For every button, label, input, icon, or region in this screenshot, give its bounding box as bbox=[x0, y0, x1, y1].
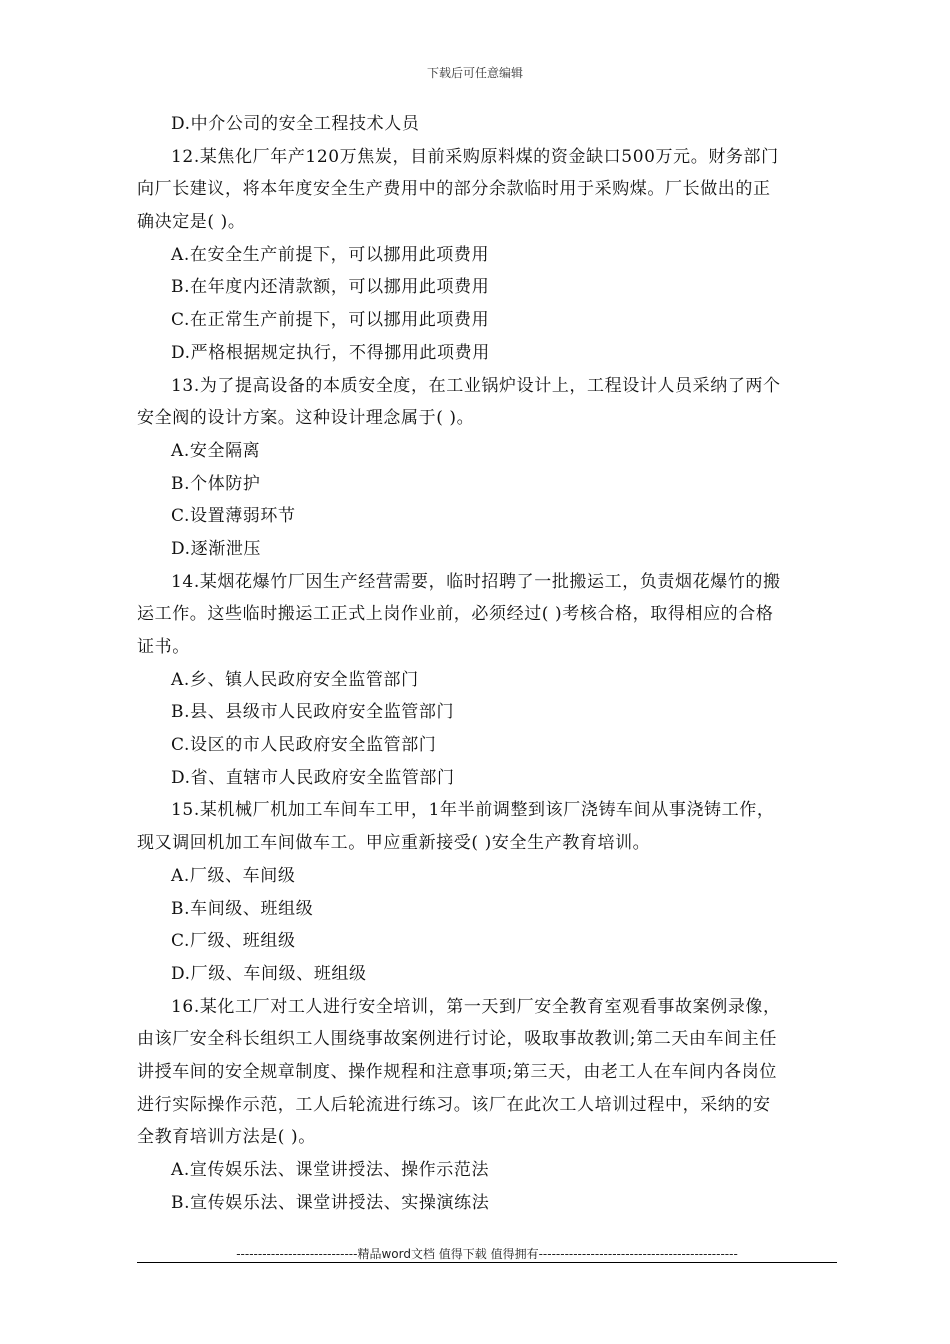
answer-option: D.厂级、车间级、班组级 bbox=[171, 963, 367, 984]
answer-option: B.宣传娱乐法、课堂讲授法、实操演练法 bbox=[171, 1192, 490, 1213]
footer-divider bbox=[137, 1262, 837, 1263]
answer-option: C.厂级、班组级 bbox=[171, 931, 296, 952]
question-text-continued: 确决定是( )。 bbox=[137, 212, 246, 233]
document-body bbox=[137, 108, 837, 1219]
answer-option: D.逐渐泄压 bbox=[171, 538, 262, 559]
answer-option: C.设区的市人民政府安全监管部门 bbox=[171, 735, 437, 756]
answer-option: B.县、县级市人民政府安全监管部门 bbox=[171, 702, 455, 723]
answer-option: A.安全隔离 bbox=[171, 440, 261, 461]
answer-option: C.在正常生产前提下，可以挪用此项费用 bbox=[171, 310, 490, 331]
question-text-continued: 现又调回机加工车间做车工。甲应重新接受( )安全生产教育培训。 bbox=[137, 833, 651, 854]
answer-option: D.中介公司的安全工程技术人员 bbox=[171, 114, 420, 134]
answer-option: A.乡、镇人民政府安全监管部门 bbox=[171, 669, 419, 690]
answer-option: D.严格根据规定执行，不得挪用此项费用 bbox=[171, 342, 490, 363]
answer-option: B.个体防护 bbox=[171, 473, 261, 494]
question-text: 16.某化工厂对工人进行安全培训，第一天到厂安全教育室观看事故案例录像， bbox=[171, 996, 781, 1017]
question-text-continued: 运工作。这些临时搬运工正式上岗作业前，必须经过( )考核合格，取得相应的合格 bbox=[137, 604, 774, 625]
answer-option: C.设置薄弱环节 bbox=[171, 506, 296, 527]
answer-option: D.省、直辖市人民政府安全监管部门 bbox=[171, 767, 455, 788]
question-text-continued: 安全阀的设计方案。这种设计理念属于( )。 bbox=[137, 408, 475, 429]
page-header: 下载后可任意编辑 bbox=[426, 66, 523, 80]
answer-option: B.在年度内还清款额，可以挪用此项费用 bbox=[171, 277, 490, 298]
question-text-continued: 由该厂安全科长组织工人围绕事故案例进行讨论，吸取事故教训;第二天由车间主任 bbox=[137, 1029, 777, 1050]
question-text-continued: 向厂长建议，将本年度安全生产费用中的部分余款临时用于采购煤。厂长做出的正 bbox=[137, 179, 771, 200]
question-text: 13.为了提高设备的本质安全度，在工业锅炉设计上，工程设计人员采纳了两个 bbox=[171, 375, 781, 396]
question-text: 15.某机械厂机加工车间车工甲，1年半前调整到该厂浇铸车间从事浇铸工作， bbox=[171, 800, 775, 821]
page-footer: ----------------------------精品word文档 值得下载 值得拥有---------------------------------------------- bbox=[236, 1247, 738, 1261]
answer-option: A.宣传娱乐法、课堂讲授法、操作示范法 bbox=[171, 1160, 490, 1180]
question-text-continued: 讲授车间的安全规章制度、操作规程和注意事项;第三天，由老工人在车间内各岗位 bbox=[137, 1061, 777, 1082]
question-text-continued: 证书。 bbox=[137, 637, 190, 657]
answer-option: A.厂级、车间级 bbox=[171, 865, 296, 886]
question-text: 14.某烟花爆竹厂因生产经营需要，临时招聘了一批搬运工，负责烟花爆竹的搬 bbox=[171, 571, 781, 592]
question-text-continued: 进行实际操作示范，工人后轮流进行练习。该厂在此次工人培训过程中，采纳的安 bbox=[137, 1094, 771, 1115]
question-text-continued: 全教育培训方法是( )。 bbox=[137, 1127, 316, 1148]
answer-option: A.在安全生产前提下，可以挪用此项费用 bbox=[171, 244, 490, 265]
question-text: 12.某焦化厂年产120万焦炭，目前采购原料煤的资金缺口500万元。财务部门 bbox=[171, 146, 779, 167]
answer-option: B.车间级、班组级 bbox=[171, 898, 314, 919]
